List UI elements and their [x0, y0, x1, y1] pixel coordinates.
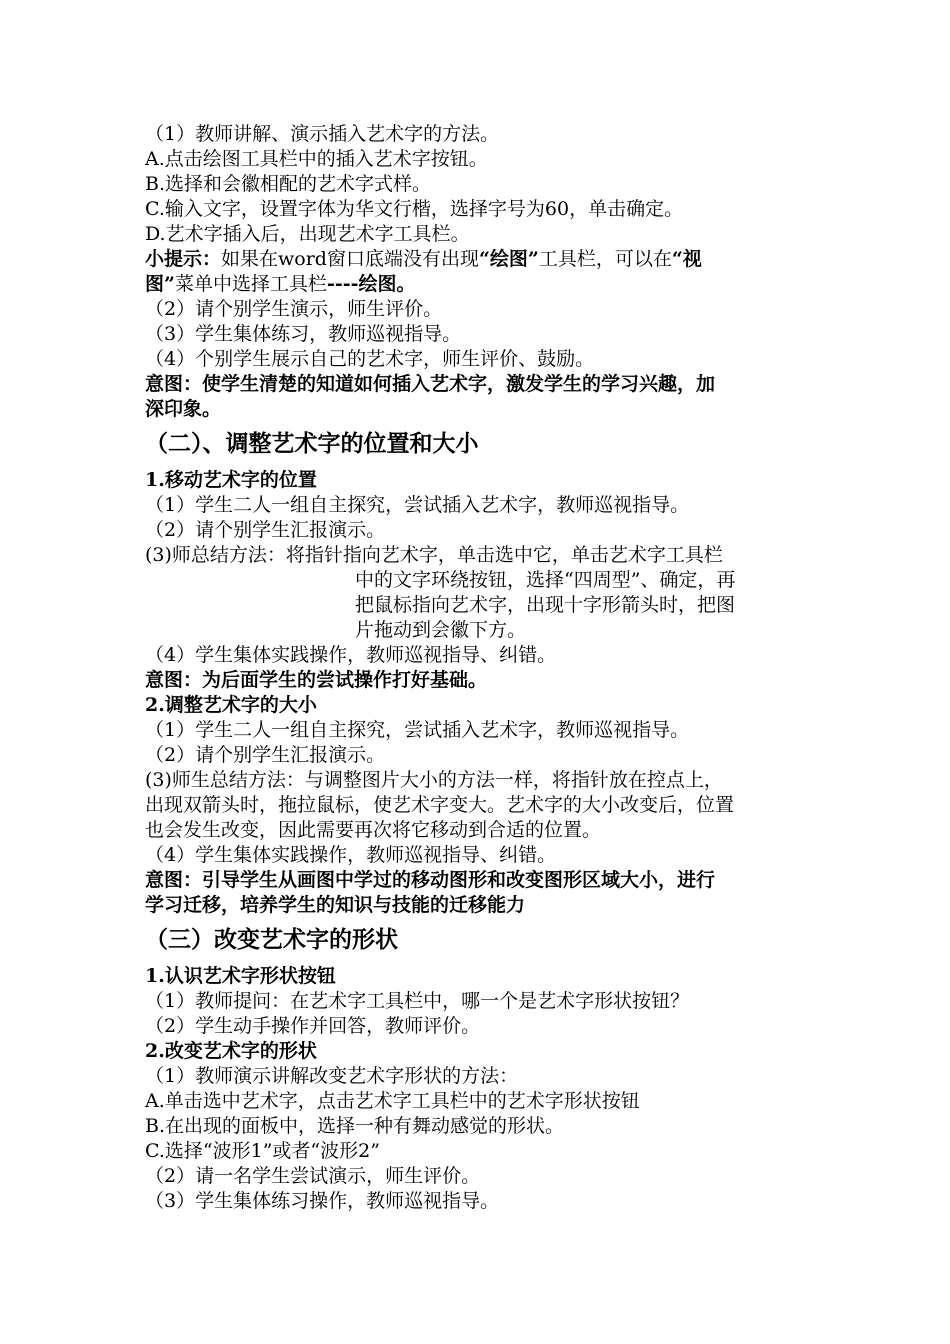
section-heading: （二）、调整艺术字的位置和大小 [145, 430, 479, 457]
text-line: （1）学生二人一组自主探究，尝试插入艺术字，教师巡视指导。 [145, 494, 690, 516]
text-line: （1）学生二人一组自主探究，尝试插入艺术字，教师巡视指导。 [145, 719, 690, 741]
text-line: （2）请个别学生演示，师生评价。 [145, 298, 443, 320]
text-line: D.艺术字插入后，出现艺术字工具栏。 [145, 223, 470, 245]
tip-line-2: 图”菜单中选择工具栏----绘图。 [145, 273, 416, 295]
subsection-title: 1.认识艺术字形状按钮 [145, 965, 336, 987]
text-line: 出现双箭头时，拖拉鼠标，使艺术字变大。艺术字的大小改变后，位置 [145, 794, 735, 816]
text-line: （4）学生集体实践操作，教师巡视指导、纠错。 [145, 844, 557, 866]
text-line: （1）教师讲解、演示插入艺术字的方法。 [145, 123, 500, 145]
text-line: (3)师生总结方法：与调整图片大小的方法一样，将指针放在控点上， [145, 769, 723, 791]
text-line: B.在出现的面板中，选择一种有舞动感觉的形状。 [145, 1115, 565, 1137]
document-page [145, 122, 810, 1214]
intent-line: 学习迁移，培养学生的知识与技能的迁移能力 [145, 894, 526, 916]
text-line: （2）学生动手操作并回答，教师评价。 [145, 1015, 481, 1037]
text-line: 中的文字环绕按钮，选择“四周型”、确定，再 [355, 569, 736, 591]
text-line: （4）学生集体实践操作，教师巡视指导、纠错。 [145, 644, 557, 666]
intent-line: 意图：为后面学生的尝试操作打好基础。 [145, 669, 488, 691]
text-line: C.输入文字，设置字体为华文行楷，选择字号为60，单击确定。 [145, 198, 684, 220]
text-line: 也会发生改变，因此需要再次将它移动到合适的位置。 [145, 819, 602, 841]
intent-line: 深印象。 [145, 398, 222, 420]
text-line: 片拖动到会徽下方。 [355, 619, 527, 641]
subsection-title: 2.改变艺术字的形状 [145, 1040, 317, 1062]
text-line: (3)师总结方法：将指针指向艺术字，单击选中它，单击艺术字工具栏 [145, 544, 723, 566]
text-line: C.选择“波形1”或者“波形2” [145, 1140, 380, 1162]
text-line: （1）教师提问：在艺术字工具栏中，哪一个是艺术字形状按钮？ [145, 990, 690, 1012]
subsection-title: 1.移动艺术字的位置 [145, 469, 317, 491]
text-line: B.选择和会徽相配的艺术字式样。 [145, 173, 432, 195]
section-heading: （三）改变艺术字的形状 [145, 926, 398, 953]
intent-line: 意图：使学生清楚的知道如何插入艺术字，激发学生的学习兴趣，加 [145, 373, 716, 395]
intent-line: 意图：引导学生从画图中学过的移动图形和改变图形区域大小，进行 [145, 869, 716, 891]
text-line: A.点击绘图工具栏中的插入艺术字按钮。 [145, 148, 488, 170]
text-line: （2）请个别学生汇报演示。 [145, 744, 386, 766]
text-line: （3）学生集体练习，教师巡视指导。 [145, 323, 462, 345]
text-line: （4）个别学生展示自己的艺术字，师生评价、鼓励。 [145, 348, 595, 370]
text-line: 把鼠标指向艺术字，出现十字形箭头时，把图 [355, 594, 736, 616]
tip-line-1: 小提示：如果在word窗口底端没有出现“绘图”工具栏，可以在“视 [145, 248, 702, 270]
tip-label: 小提示： [145, 248, 222, 270]
text-line: （1）教师演示讲解改变艺术字形状的方法： [145, 1065, 519, 1087]
text-line: （2）请一名学生尝试演示，师生评价。 [145, 1165, 481, 1187]
text-line: A.单击选中艺术字，点击艺术字工具栏中的艺术字形状按钮 [145, 1090, 640, 1112]
text-line: （2）请个别学生汇报演示。 [145, 519, 386, 541]
text-line: （3）学生集体练习操作，教师巡视指导。 [145, 1190, 500, 1212]
subsection-title: 2.调整艺术字的大小 [145, 694, 317, 716]
